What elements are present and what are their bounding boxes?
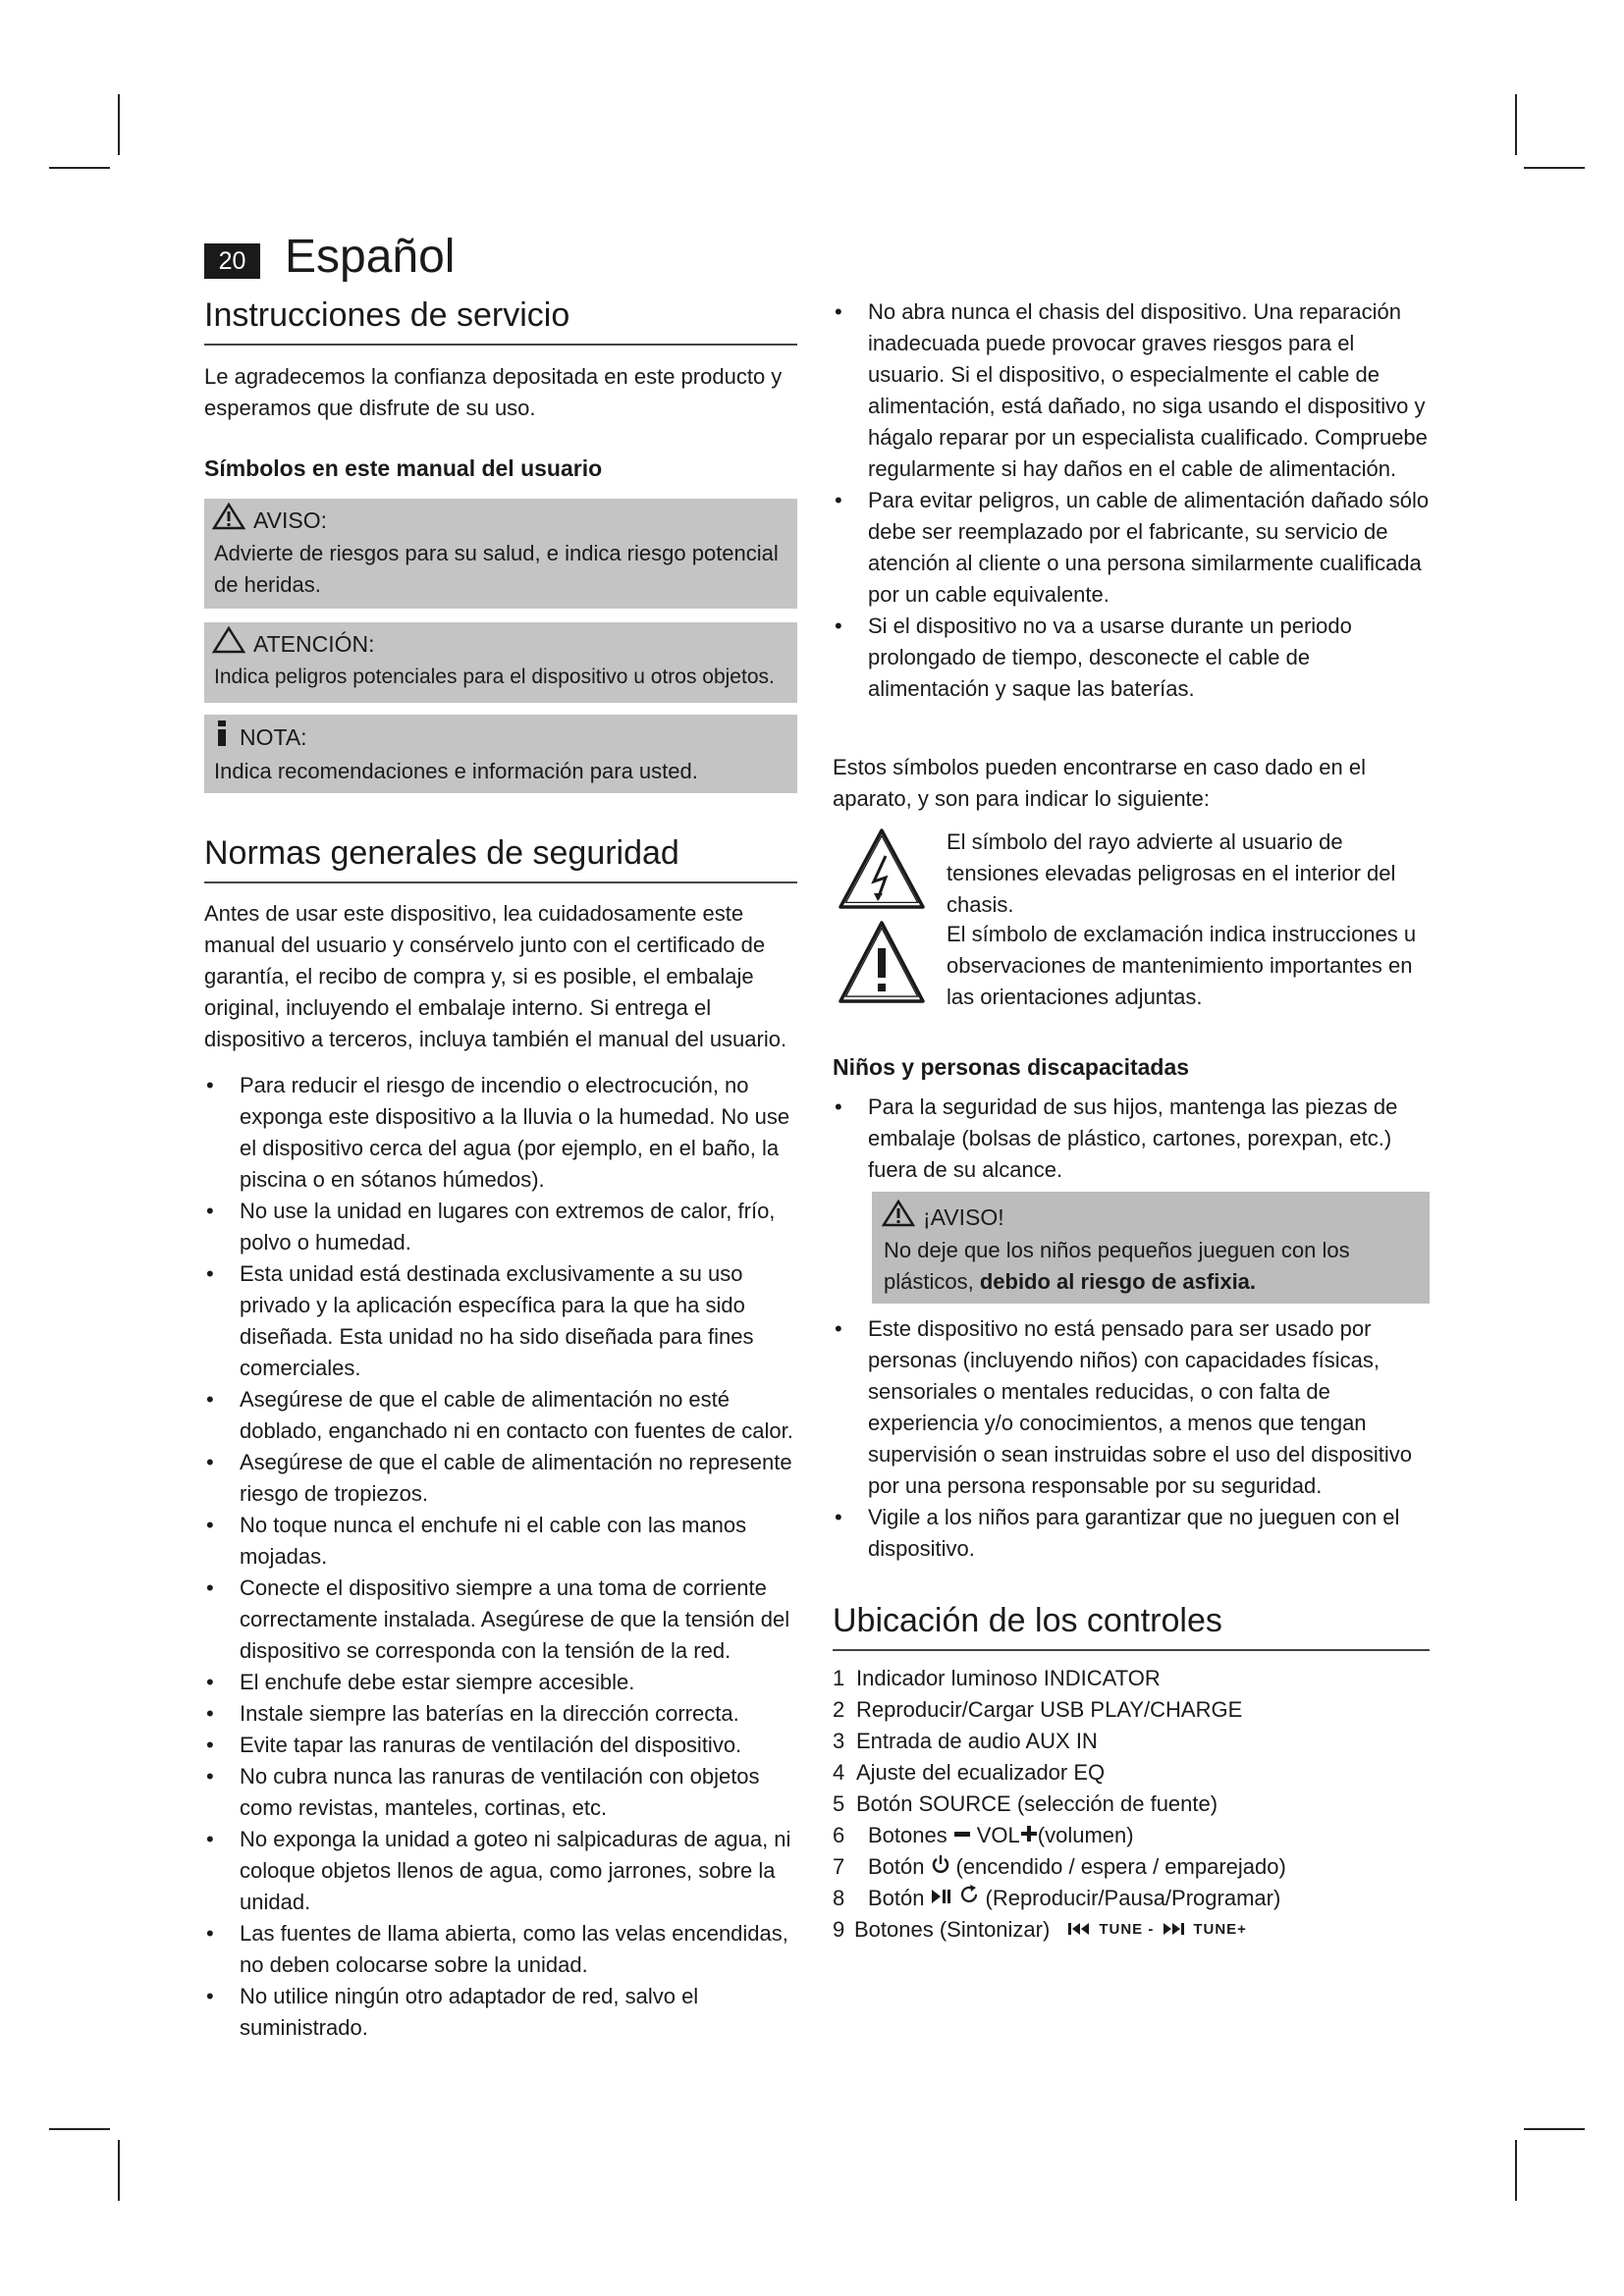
language-title: Español	[285, 231, 456, 283]
control-number: 7	[833, 1854, 845, 1879]
child-warning-label: ¡AVISO!	[923, 1204, 1004, 1230]
crop-mark-top-right-v	[1515, 94, 1517, 155]
control-number: 6	[833, 1823, 845, 1847]
safety-item: • Instale siempre las baterías en la dirección correcta.	[204, 1698, 803, 1730]
safety-title: Normas generales de seguridad	[204, 834, 679, 872]
symbols-intro: Estos símbolos pueden encontrarse en caso dado en el aparato, y son para indicar lo siguiente:	[833, 755, 1367, 811]
controls-title-rule	[833, 1649, 1430, 1651]
exclamation-symbol-text: El símbolo de exclamación indica instrucciones u observaciones de mantenimiento importantes en las orientaciones adjuntas.	[947, 922, 1417, 1009]
notice-nota	[204, 715, 797, 793]
caution-triangle-icon	[212, 626, 245, 662]
child-warning-text: No deje que los niños pequeños jueguen con los plásticos,	[884, 1238, 1350, 1294]
safety-item: • No cubra nunca las ranuras de ventilación con objetos como revistas, manteles, cortinas, etc.	[204, 1761, 803, 1824]
control-item	[833, 1663, 1432, 1694]
notice-nota-label: NOTA:	[240, 724, 307, 750]
notice-atencion-text: Indica peligros potenciales para el dispositivo u otros objetos.	[214, 666, 775, 688]
safety-item: • No utilice ningún otro adaptador de red, salvo el suministrado.	[204, 1981, 803, 2044]
service-item: • No abra nunca el chasis del dispositivo. Una reparación inadecuada puede provocar graves riesgos para el usuario. Si el dispositivo, o especialmente el cable de alimentación, está dañado, no siga usando el dispositivo y hágalo reparar por un especialista cualificado. Compruebe regularmente si hay daños en el cable de alimentación.	[833, 296, 1432, 485]
control-text: Botón	[868, 1854, 925, 1879]
children-heading: Niños y personas discapacitadas	[833, 1054, 1190, 1080]
control-text: Reproducir/Cargar USB PLAY/CHARGE	[856, 1697, 1243, 1722]
symbols-heading: Símbolos en este manual del usuario	[204, 455, 603, 481]
crop-mark-bottom-left-h	[49, 2128, 110, 2130]
control-text: Botón SOURCE (selección de fuente)	[856, 1791, 1218, 1816]
lightning-warning-icon	[837, 827, 927, 921]
crop-mark-top-left-v	[118, 94, 120, 155]
control-item	[833, 1694, 1432, 1726]
service-title-rule	[204, 344, 797, 346]
safety-item: • Esta unidad está destinada exclusivamente a su uso privado y la aplicación específica para la que ha sido diseñada. Esta unidad no ha sido diseñada para fines comerciales.	[204, 1258, 803, 1384]
service-title: Instrucciones de servicio	[204, 296, 570, 334]
crop-mark-bottom-right-v	[1515, 2140, 1517, 2201]
safety-item: • Las fuentes de llama abierta, como las velas encendidas, no deben colocarse sobre la unidad.	[204, 1918, 803, 1981]
intro-text: Le agradecemos la confianza depositada en este producto y esperamos que disfrute de su uso.	[204, 364, 783, 420]
control-text: VOL	[976, 1823, 1020, 1847]
exclamation-warning-icon	[837, 919, 927, 1013]
control-text: Botones	[868, 1823, 947, 1847]
warning-triangle-icon	[882, 1200, 915, 1235]
service-list	[833, 296, 1432, 705]
crop-mark-bottom-left-v	[118, 2140, 120, 2201]
safety-list	[204, 1070, 803, 2044]
control-number: 4	[833, 1760, 845, 1785]
control-number: 3	[833, 1729, 845, 1753]
control-item	[833, 1789, 1432, 1820]
control-item	[833, 1914, 1432, 1946]
control-number: 8	[833, 1886, 845, 1910]
control-item	[833, 1757, 1432, 1789]
play-pause-icon	[931, 1883, 952, 1914]
skip-back-icon	[1067, 1914, 1091, 1946]
notice-aviso-text: Advierte de riesgos para su salud, e indica riesgo potencial de heridas.	[214, 541, 779, 597]
safety-item: • El enchufe debe estar siempre accesible.	[204, 1667, 803, 1698]
notice-nota-text: Indica recomendaciones e información para usted.	[214, 759, 698, 783]
page-number: 20	[204, 243, 260, 279]
control-text: (Reproducir/Pausa/Programar)	[985, 1886, 1281, 1910]
crop-mark-top-right-h	[1524, 167, 1585, 169]
safety-item: • Conecte el dispositivo siempre a una toma de corriente correctamente instalada. Asegúrese de que la tensión del dispositivo se corresponda con la tensión de la red.	[204, 1573, 803, 1667]
controls-list	[833, 1663, 1432, 1946]
power-icon	[931, 1851, 950, 1883]
safety-item: • No toque nunca el enchufe ni el cable con las manos mojadas.	[204, 1510, 803, 1573]
lightning-symbol-text: El símbolo del rayo advierte al usuario de tensiones elevadas peligrosas en el interior del chasis.	[947, 829, 1396, 917]
notice-aviso-label: AVISO:	[253, 507, 327, 533]
safety-item: • Para reducir el riesgo de incendio o electrocución, no exponga este dispositivo a la lluvia o la humedad. No use el dispositivo cerca del agua (por ejemplo, en el baño, la piscina o en sótanos húmedos).	[204, 1070, 803, 1196]
control-text: (volumen)	[1037, 1823, 1134, 1847]
notice-atencion-label: ATENCIÓN:	[253, 631, 375, 657]
safety-title-rule	[204, 881, 797, 883]
safety-intro: Antes de usar este dispositivo, lea cuidadosamente este manual del usuario y consérvelo junto con el certificado de garantía, el recibo de compra y, si es posible, el embalaje original, incluyendo el embalaje interno. Si entrega el dispositivo a terceros, incluya también el manual del usuario.	[204, 901, 787, 1051]
safety-item: • No use la unidad en lugares con extremos de calor, frío, polvo o humedad.	[204, 1196, 803, 1258]
service-item: • Para evitar peligros, un cable de alimentación dañado sólo debe ser reemplazado por el fabricante, su servicio de atención al cliente o una persona similarmente cualificada por un cable equivalente.	[833, 485, 1432, 611]
service-item: • Si el dispositivo no va a usarse durante un periodo prolongado de tiempo, desconecte el cable de alimentación y saque las baterías.	[833, 611, 1432, 705]
control-text: (encendido / espera / emparejado)	[955, 1854, 1286, 1879]
tune-minus-label: TUNE -	[1099, 1921, 1155, 1938]
crop-mark-top-left-h	[49, 167, 110, 169]
warning-triangle-icon	[212, 503, 245, 538]
controls-title: Ubicación de los controles	[833, 1602, 1222, 1639]
program-repeat-icon	[958, 1883, 980, 1914]
child-warning-bold: debido al riesgo de asfixia.	[979, 1269, 1257, 1294]
control-number: 9	[833, 1917, 845, 1942]
safety-item: • Evite tapar las ranuras de ventilación del dispositivo.	[204, 1730, 803, 1761]
control-item	[833, 1851, 1432, 1883]
control-text: Indicador luminoso INDICATOR	[856, 1666, 1161, 1690]
exclamation-symbol-row	[837, 919, 1432, 1013]
child-warning-box	[872, 1192, 1430, 1304]
safety-item: • Asegúrese de que el cable de alimentación no represente riesgo de tropiezos.	[204, 1447, 803, 1510]
control-text: Entrada de audio AUX IN	[856, 1729, 1098, 1753]
children-item: • Para la seguridad de sus hijos, mantenga las piezas de embalaje (bolsas de plástico, cartones, porexpan, etc.) fuera de su alcance.	[833, 1092, 1432, 1186]
skip-forward-icon	[1162, 1914, 1185, 1946]
minus-icon	[953, 1820, 971, 1851]
control-number: 1	[833, 1666, 845, 1690]
control-text: Botón	[868, 1886, 925, 1910]
safety-item: • Asegúrese de que el cable de alimentación no esté doblado, enganchado ni en contacto con fuentes de calor.	[204, 1384, 803, 1447]
control-item	[833, 1820, 1432, 1851]
children-item: • Vigile a los niños para garantizar que no jueguen con el dispositivo.	[833, 1502, 1432, 1565]
safety-item: • No exponga la unidad a goteo ni salpicaduras de agua, ni coloque objetos llenos de agua, como jarrones, sobre la unidad.	[204, 1824, 803, 1918]
control-text: Ajuste del ecualizador EQ	[856, 1760, 1106, 1785]
control-item	[833, 1726, 1432, 1757]
control-number: 5	[833, 1791, 845, 1816]
control-item	[833, 1883, 1432, 1914]
plus-icon	[1020, 1820, 1038, 1851]
children-list-1	[833, 1092, 1432, 1186]
notice-aviso	[204, 499, 797, 609]
tune-plus-label: TUNE+	[1193, 1921, 1247, 1938]
control-text: Botones (Sintonizar)	[854, 1917, 1051, 1942]
info-icon	[212, 719, 232, 756]
children-list-2	[833, 1313, 1432, 1565]
crop-mark-bottom-right-h	[1524, 2128, 1585, 2130]
notice-atencion	[204, 622, 797, 703]
children-item: • Este dispositivo no está pensado para ser usado por personas (incluyendo niños) con capacidades físicas, sensoriales o mentales reducidas, o con falta de experiencia y/o conocimientos, a menos que tengan supervisión o sean instruidas sobre el uso del dispositivo por una persona responsable por su seguridad.	[833, 1313, 1432, 1502]
control-number: 2	[833, 1697, 845, 1722]
lightning-symbol-row	[837, 827, 1432, 921]
